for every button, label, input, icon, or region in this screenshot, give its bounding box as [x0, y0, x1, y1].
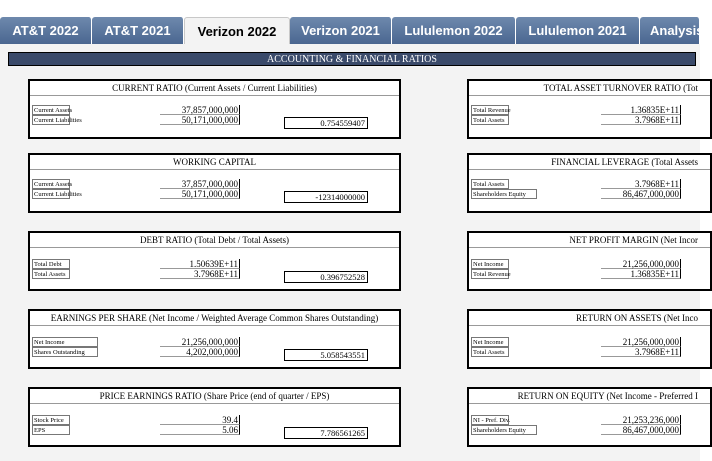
- row-label[interactable]: Current Assets: [34, 107, 73, 114]
- panel-title: CURRENT RATIO (Current Assets / Current Liabilities): [112, 83, 317, 93]
- tab-lululemon-2022[interactable]: Lululemon 2022: [392, 17, 516, 44]
- row-label[interactable]: Total Assets: [471, 347, 509, 357]
- panel-earnings-per-share: [28, 309, 401, 369]
- panel-total-asset-turnover: [467, 79, 712, 139]
- row-label[interactable]: Total Assets: [471, 179, 509, 189]
- panel-title: PRICE EARNINGS RATIO (Share Price (end of quarter / EPS): [99, 391, 330, 401]
- panel-price-earnings-ratio: [28, 387, 401, 447]
- sheet-banner: ACCOUNTING & FINANCIAL RATIOS: [8, 52, 696, 66]
- panel-title: RETURN ON EQUITY (Net Income - Preferred I: [517, 391, 698, 401]
- row-label[interactable]: Shares Outstanding: [32, 347, 98, 357]
- panel-return-on-equity: [467, 387, 712, 447]
- row-value[interactable]: 1.36835E+11: [601, 105, 681, 115]
- sheet-tab-bar: [0, 0, 704, 44]
- tab-verizon-2021[interactable]: Verizon 2021: [290, 17, 392, 44]
- panel-return-on-assets: [467, 309, 712, 369]
- row-value[interactable]: 1.50639E+11: [160, 259, 240, 269]
- panel-current-ratio: [28, 79, 401, 139]
- row-label[interactable]: Stock Price: [32, 415, 70, 425]
- panel-title: NET PROFIT MARGIN (Net Incor: [569, 235, 698, 245]
- panel-debt-ratio: [28, 231, 401, 291]
- row-value[interactable]: 50,171,000,000: [160, 189, 240, 199]
- row-value[interactable]: 3.7968E+11: [601, 115, 681, 125]
- tab-att-2022[interactable]: AT&T 2022: [0, 17, 92, 44]
- row-value[interactable]: 3.7968E+11: [601, 347, 681, 357]
- panel-financial-leverage: [467, 153, 712, 213]
- row-value[interactable]: 1.36835E+11: [601, 269, 681, 279]
- row-value[interactable]: 21,256,000,000: [601, 337, 681, 347]
- row-value[interactable]: 3.7968E+11: [160, 269, 240, 279]
- row-label[interactable]: Net Income: [471, 259, 509, 269]
- row-label[interactable]: Total Debt: [32, 259, 70, 269]
- row-label[interactable]: NI - Pref. Div.: [473, 417, 511, 424]
- tab-att-2021[interactable]: AT&T 2021: [92, 17, 184, 44]
- row-label[interactable]: Current Liabilities: [34, 117, 82, 124]
- result-cell[interactable]: 7.786561265: [284, 427, 368, 439]
- row-value[interactable]: 37,857,000,000: [160, 179, 240, 189]
- row-label[interactable]: Total Assets: [471, 115, 509, 125]
- row-value[interactable]: 4,202,000,000: [160, 347, 240, 357]
- row-value[interactable]: 3.7968E+11: [601, 179, 681, 189]
- row-value[interactable]: 39.4: [160, 415, 240, 425]
- result-cell[interactable]: 0.754559407: [284, 117, 368, 129]
- result-cell[interactable]: 0.396752528: [284, 271, 368, 283]
- result-cell[interactable]: 5.058543551: [284, 349, 368, 361]
- panel-title: DEBT RATIO (Total Debt / Total Assets): [140, 235, 289, 245]
- row-value[interactable]: 21,256,000,000: [160, 337, 240, 347]
- tab-lululemon-2021[interactable]: Lululemon 2021: [516, 17, 640, 44]
- panel-title: FINANCIAL LEVERAGE (Total Assets: [551, 157, 698, 167]
- row-value[interactable]: 21,256,000,000: [601, 259, 681, 269]
- row-value[interactable]: 50,171,000,000: [160, 115, 240, 125]
- row-label[interactable]: Shareholders Equity: [471, 425, 537, 435]
- row-label[interactable]: Total Assets: [32, 269, 70, 279]
- tab-verizon-2022[interactable]: Verizon 2022: [184, 17, 290, 44]
- panel-net-profit-margin: [467, 231, 712, 291]
- row-label[interactable]: Net Income: [32, 337, 98, 347]
- panel-working-capital: [28, 153, 401, 213]
- panel-title: EARNINGS PER SHARE (Net Income / Weighted Average Common Shares Outstanding): [50, 313, 379, 323]
- panel-title: RETURN ON ASSETS (Net Inco: [576, 313, 698, 323]
- row-label[interactable]: EPS: [32, 425, 70, 435]
- spreadsheet-grid[interactable]: [0, 44, 700, 461]
- row-label[interactable]: Current Liabilities: [34, 191, 82, 198]
- row-label[interactable]: Total Revenue: [473, 271, 511, 278]
- row-label[interactable]: Shareholders Equity: [471, 189, 537, 199]
- panel-title: TOTAL ASSET TURNOVER RATIO (Tot: [543, 83, 698, 93]
- row-value[interactable]: 5.06: [160, 425, 240, 435]
- row-label[interactable]: Total Revenue: [473, 107, 511, 114]
- row-value[interactable]: 21,253,236,000: [601, 415, 681, 425]
- row-value[interactable]: 37,857,000,000: [160, 105, 240, 115]
- row-label[interactable]: Current Assets: [34, 181, 73, 188]
- row-value[interactable]: 86,467,000,000: [601, 425, 681, 435]
- tab-analysis[interactable]: Analysis: [640, 17, 700, 44]
- panel-title: WORKING CAPITAL: [172, 157, 257, 167]
- row-value[interactable]: 86,467,000,000: [601, 189, 681, 199]
- result-cell[interactable]: -12314000000: [284, 191, 368, 203]
- row-label[interactable]: Net Income: [471, 337, 509, 347]
